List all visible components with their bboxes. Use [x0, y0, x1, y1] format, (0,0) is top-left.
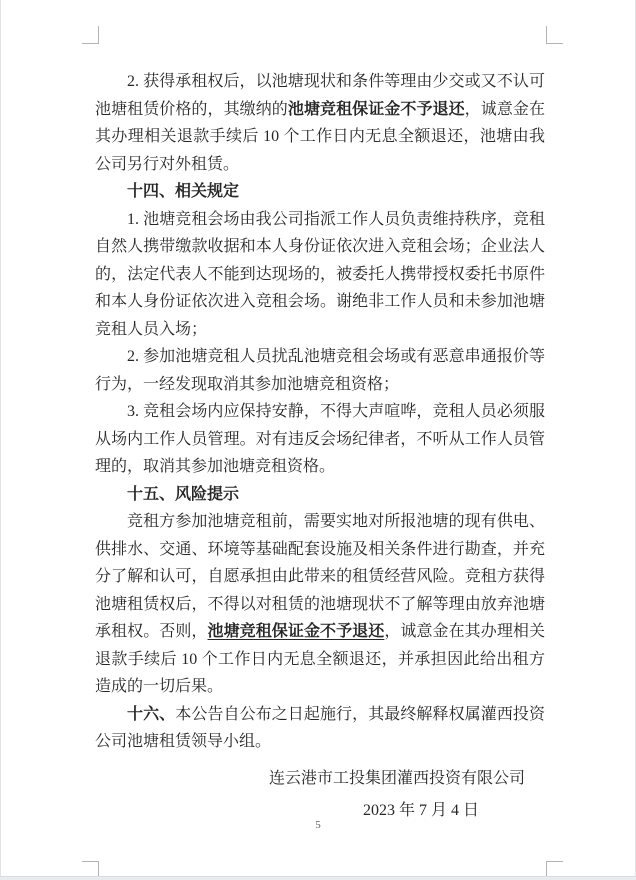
document-body	[95, 68, 545, 825]
section-14-heading: 十四、相关规定	[127, 183, 240, 200]
signature-date: 2023 年 7 月 4 日	[362, 802, 479, 819]
page-left-edge	[0, 0, 1, 880]
deposit-warning-bold-underline: 池塘竞租保证金不予退还	[207, 623, 385, 640]
section-15-text-pre: 竞租方参加池塘竞租前，需要实地对所报池塘的现有供电、供排水、交通、环境等基础配套设施及相关条件进行勘查，并充分了解和认可，自愿承担由此带来的租赁经营风险。竞租方获得池塘租赁权后，不得以对租赁的池塘现状不了解等理由放弃池塘承租权。否则，	[95, 513, 545, 640]
section-15-heading: 十五、风险提示	[127, 485, 240, 503]
section-14-item-1: 1. 池塘竞租会场由我公司指派工作人员负责维持秩序，竞租自然人携带缴款收据和本人身份证依次进入竞租会场；企业法人的，法定代表人不能到达现场的，被委托人携带授权委托书原件和本人身份证依次进入竞租会场。谢绝非工作人员和未参加池塘竞租人员入场；	[95, 210, 545, 338]
clause-2-paragraph	[95, 68, 545, 178]
section-14-item-2: 2. 参加池塘竞租人员扰乱池塘竞租会场或有恶意串通报价等行为，一经发现取消其参加池塘竞租资格；	[95, 348, 545, 393]
section-16-paragraph	[95, 701, 545, 756]
deposit-warning-bold: 池塘竞租保证金不予退还	[287, 100, 465, 118]
section-15-text-post: ，诚意金在其办理相关退款手续后 10 个工作日内无息全额退还，并承担因此给出租方造成的一切后果。	[95, 623, 545, 695]
section-16-text: 本公告自公布之日起施行，其最终解释权属灌西投资公司池塘租赁领导小组。	[95, 705, 545, 750]
clause-2-text-post: ，诚意金在其办理相关退款手续后 10 个工作日内无息全额退还，池塘由我公司另行对外租赁。	[95, 100, 545, 173]
section-14-item-3: 3. 竞租会场内应保持安静，不得大声喧哗，竞租人员必须服从场内工作人员管理。对有违反会场纪律者，不听从工作人员管理的，取消其参加池塘竞租资格。	[95, 403, 545, 475]
section-15-paragraph	[95, 508, 545, 701]
clause-2-text-pre: 2. 获得承租权后，以池塘现状和条件等理由少交或又不认可池塘租赁价格的，其缴纳的	[95, 73, 545, 118]
section-16-label: 十六、	[127, 705, 176, 723]
page-bottom-edge	[0, 876, 636, 880]
crop-mark-top-left	[82, 26, 99, 44]
page-number: 5	[315, 819, 321, 831]
crop-mark-top-right	[546, 26, 563, 44]
company-signature: 连云港市工投集团灌西投资有限公司	[268, 769, 525, 787]
